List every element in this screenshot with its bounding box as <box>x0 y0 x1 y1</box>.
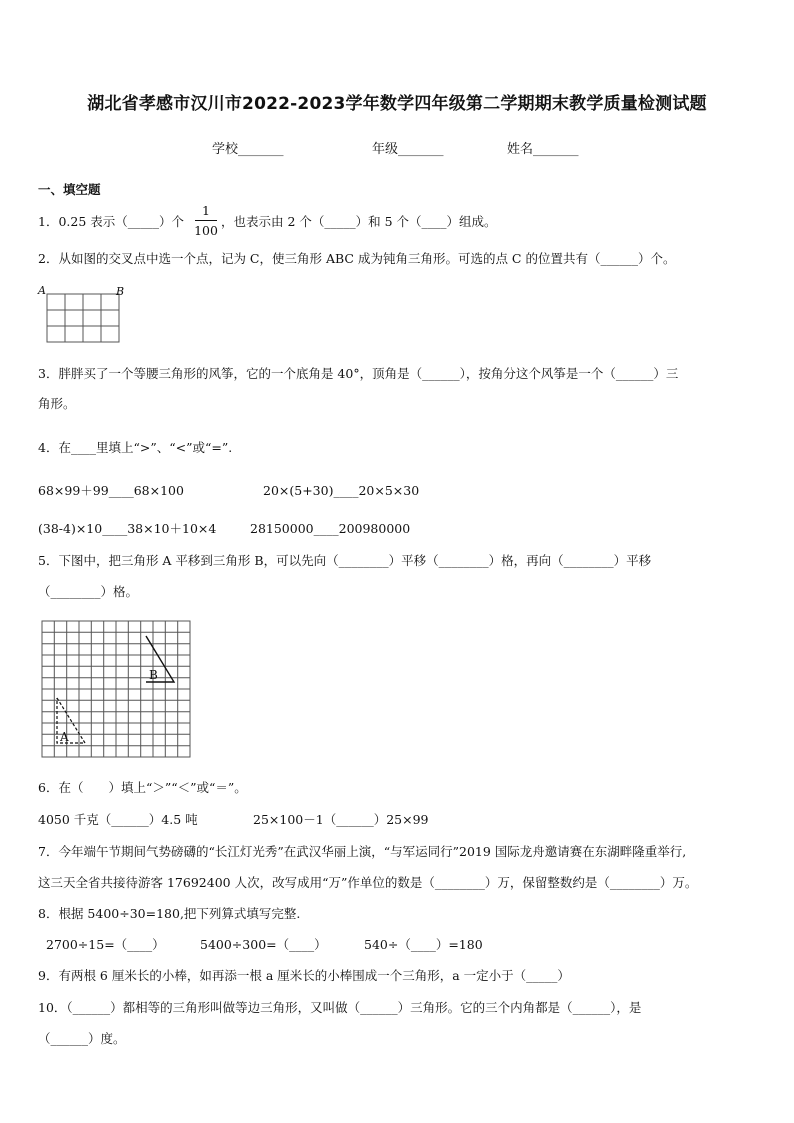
question-1-suffix: ，也表示由 2 个（_____）和 5 个（____）组成。 <box>221 214 497 229</box>
question-7-line1: 7．今年端午节期间气势磅礴的“长江灯光秀”在武汉华丽上演，“与军运同行”2019 国际龙舟邀请赛在东湖畔隆重举行, <box>38 844 687 859</box>
question-7-line2: 这三天全省共接待游客 17692400 人次，改写成用“万”作单位的数是（________）万，保留整数约是（________）万。 <box>38 875 698 890</box>
question-5-line2: （________）格。 <box>38 584 139 599</box>
question-8-heading: 8．根据 5400÷30=180,把下列算式填写完整. <box>38 906 301 921</box>
question-8-c: 540÷（____）=180 <box>364 937 483 952</box>
compare-2: 20×(5+30)____20×5×30 <box>263 483 420 498</box>
triangle-b-label: B <box>149 668 158 682</box>
grid-figure-q5 <box>40 618 200 768</box>
compare-4: 28150000____200980000 <box>250 521 411 536</box>
grade-field: 年级_______ <box>372 142 444 157</box>
question-6-left: 4050 千克（______）4.5 吨 <box>38 812 198 827</box>
question-10-line1: 10．（______）都相等的三角形叫做等边三角形，又叫做（______）三角形。它的三个内角都是（______），是 <box>38 1000 642 1015</box>
question-6-heading: 6．在（ ）填上“＞”“＜”或“＝”。 <box>38 780 247 795</box>
question-4-heading: 4．在____里填上“>”、“<”或“=”. <box>38 440 233 455</box>
name-field: 姓名_______ <box>507 142 579 157</box>
question-2: 2．从如图的交叉点中选一个点，记为 C，使三角形 ABC 成为钝角三角形。可选的点 C 的位置共有（______）个。 <box>38 251 676 266</box>
fraction-bar <box>195 220 217 221</box>
grid-figure-q2 <box>36 283 156 353</box>
page-title: 湖北省孝感市汉川市2022-2023学年数学四年级第二学期期末教学质量检测试题 <box>87 94 707 114</box>
question-1-prefix: 1．0.25 表示（_____）个 <box>38 214 185 229</box>
triangle-a-label: A <box>60 730 69 744</box>
question-10-line2: （______）度。 <box>38 1031 126 1046</box>
question-8-b: 5400÷300=（____） <box>200 937 327 952</box>
question-9: 9．有两根 6 厘米长的小棒，如再添一根 a 厘米长的小棒围成一个三角形，a 一定小于（_____） <box>38 968 570 983</box>
compare-1: 68×99＋99____68×100 <box>38 483 184 498</box>
fraction-denominator: 100 <box>194 223 218 238</box>
section-heading: 一、填空题 <box>38 182 101 197</box>
point-b-label: B <box>116 285 125 298</box>
question-3-line1: 3．胖胖买了一个等腰三角形的风筝，它的一个底角是 40°，顶角是（______），按角分这个风筝是一个（______）三 <box>38 366 679 381</box>
question-6-right: 25×100－1（______）25×99 <box>253 812 429 827</box>
point-a-label: A <box>38 284 46 297</box>
school-field: 学校_______ <box>212 142 284 157</box>
compare-3: (38-4)×10____38×10＋10×4 <box>38 521 217 536</box>
question-3-line2: 角形。 <box>38 396 76 411</box>
question-8-a: 2700÷15=（____） <box>46 937 165 952</box>
fraction-numerator: 1 <box>202 203 210 218</box>
question-5-line1: 5．下图中，把三角形 A 平移到三角形 B，可以先向（________）平移（________）格，再向（________）平移 <box>38 553 652 568</box>
